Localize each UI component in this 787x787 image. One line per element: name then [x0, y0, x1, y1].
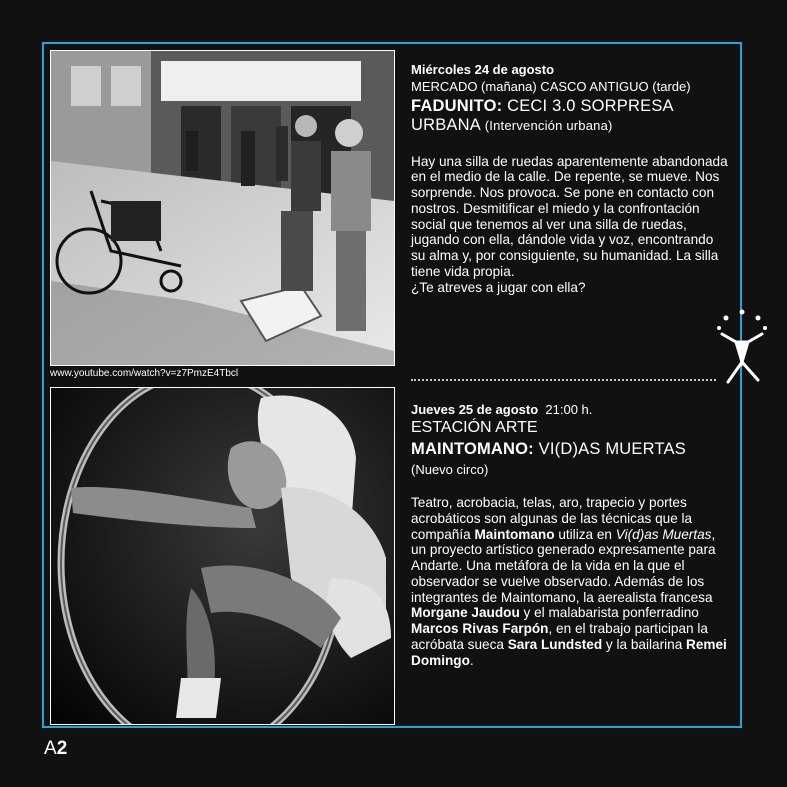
- show-type: (Intervención urbana): [480, 118, 613, 134]
- show-title: VI(D)AS MUERTAS: [533, 440, 686, 459]
- event-title: [411, 97, 731, 136]
- show-title: CECI 3.0 SORPRESA URBANA: [411, 96, 673, 135]
- page-number: A2: [44, 738, 68, 759]
- event-date: Miércoles 24 de agosto: [411, 62, 555, 77]
- juggler-logo-icon: [716, 308, 768, 393]
- show-type: (Nuevo circo): [411, 461, 489, 477]
- event-fadunito: [411, 62, 731, 295]
- event-maintomano: [411, 402, 731, 668]
- event-description: Hay una silla de ruedas aparentemente abandonada en el medio de la calle. De repente, se mueve. Nos sorprende. Nos provoca. Se pone en contacto con nostros. Desmitificar el miedo y la confrontación social que tenemos al ver una silla de ruedas, jugando con ella, dándole vida y voz, encontrando su alma y, por consiguiente, su humanidad. La silla tiene vida propia. ¿Te atreves a jugar con ella?: [411, 153, 728, 295]
- event-time: 21:00 h.: [545, 402, 593, 417]
- photo-acrobat-hoop: [50, 387, 395, 725]
- dotted-divider: [411, 379, 716, 381]
- event-venue: ESTACIÓN ARTE: [411, 419, 538, 437]
- event-description: Teatro, acrobacia, telas, aro, trapecio y portes acrobáticos son algunas de las técnicas que la compañía Maintomano utiliza en Vi(d)as Muertas, un proyecto artístico generado expresamente para Andarte. Una metáfora de la vida en la que el observador se vuelve observado. Además de los integrantes de Maintomano, la aerealista francesa Morgane Jaudou y el malabarista ponferradino Marcos Rivas Farpón, en el trabajo participan la acróbata sueca Sara Lundsted y la bailarina Remei Domingo.: [411, 495, 727, 668]
- event-venue: MERCADO (mañana) CASCO ANTIGUO (tarde): [411, 79, 691, 95]
- company-name: MAINTOMANO:: [411, 440, 534, 459]
- video-url-caption[interactable]: www.youtube.com/watch?v=z7PmzE4Tbcl: [50, 368, 239, 379]
- event-title: [411, 440, 731, 459]
- photo-wheelchair-street: [50, 50, 395, 366]
- event-date: Jueves 25 de agosto 21:00 h.: [411, 402, 593, 417]
- event-question: ¿Te atreves a jugar con ella?: [411, 279, 586, 295]
- company-name: FADUNITO:: [411, 96, 503, 115]
